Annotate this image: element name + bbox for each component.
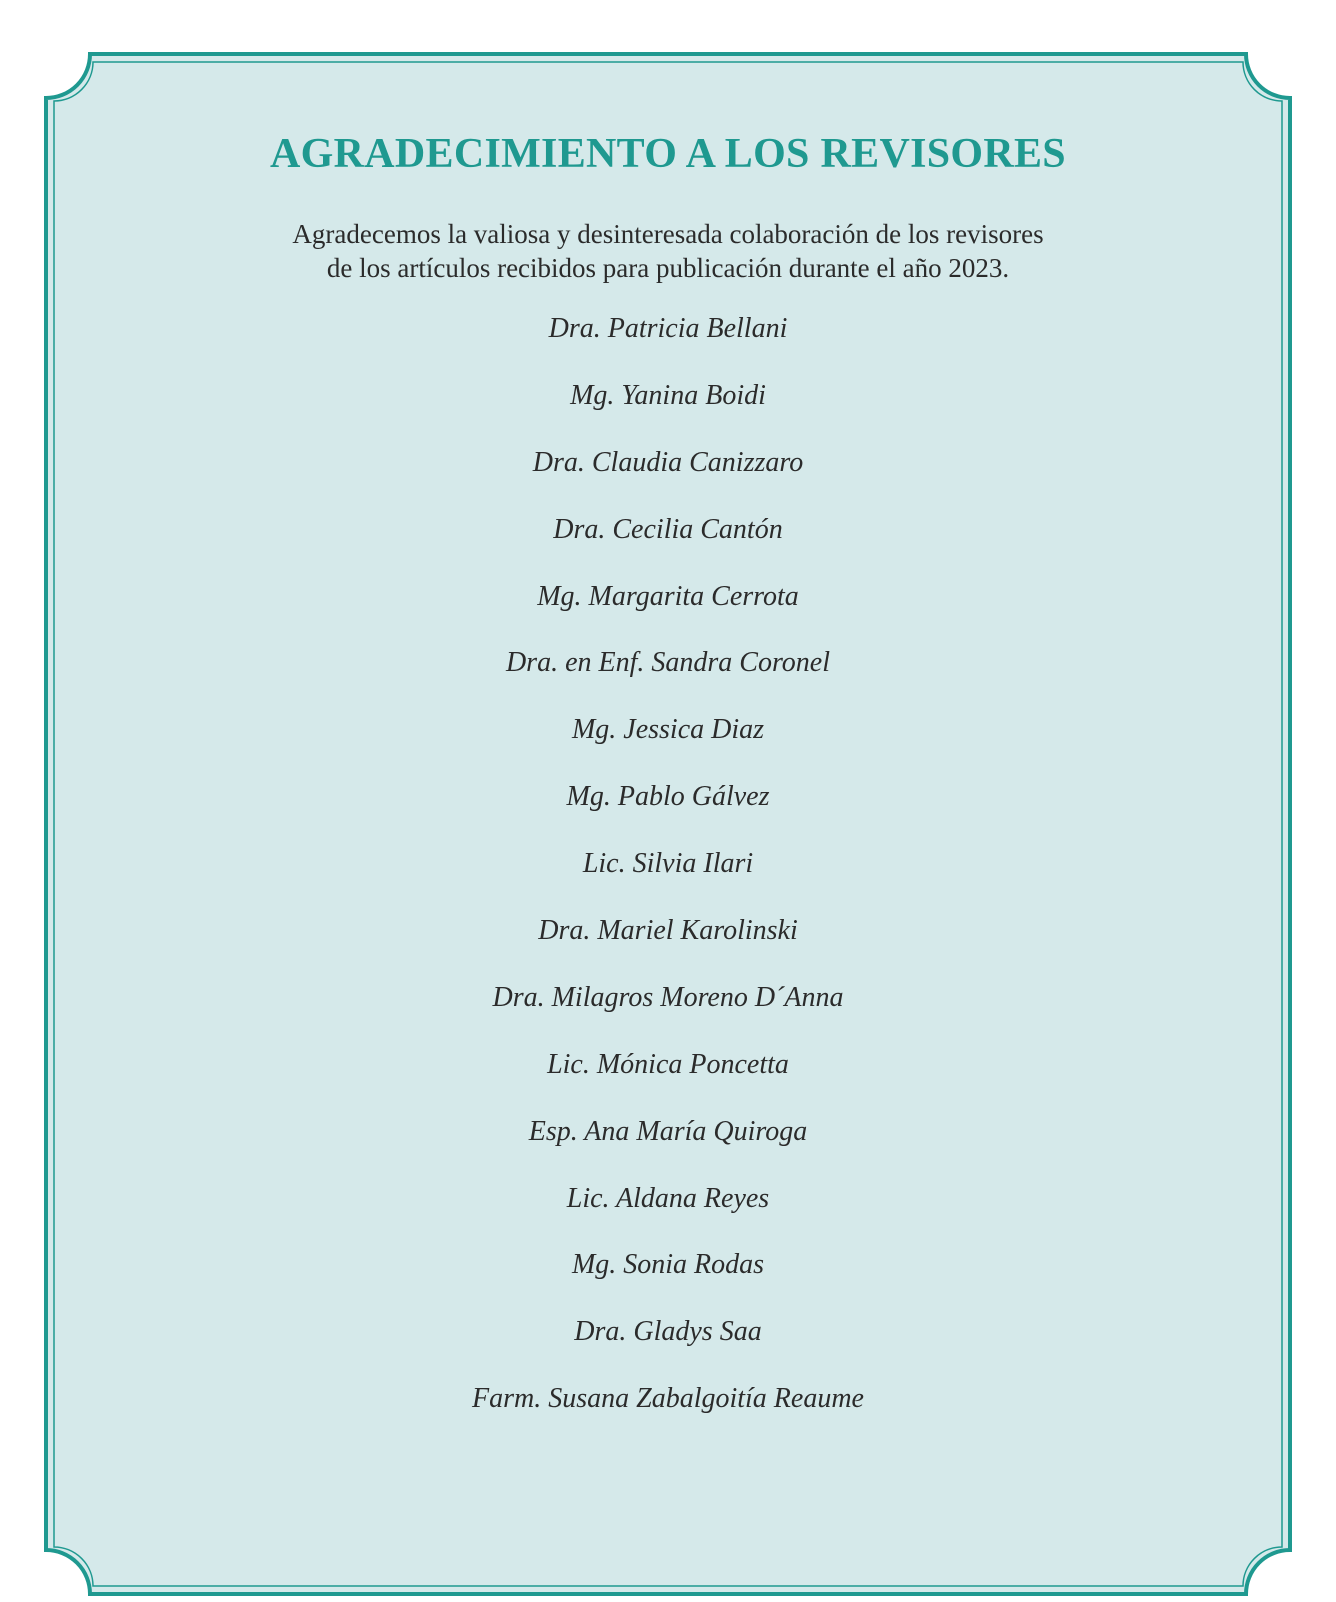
reviewer-name: Dra. Claudia Canizzaro (532, 446, 804, 478)
reviewer-name: Lic. Mónica Poncetta (547, 1048, 789, 1080)
intro-line: de los artículos recibidos para publicación durante el año 2023. (326, 253, 1010, 283)
reviewer-name: Mg. Jessica Diaz (571, 714, 765, 746)
reviewer-name: Farm. Susana Zabalgoitía Reaume (472, 1383, 864, 1415)
reviewer-name: Mg. Pablo Gálvez (566, 781, 770, 813)
intro-line: Agradecemos la valiosa y desinteresada colaboración de los revisores (292, 219, 1044, 249)
reviewer-name: Dra. Cecilia Cantón (553, 513, 783, 545)
reviewer-name: Dra. Milagros Moreno D´Anna (492, 981, 844, 1013)
reviewer-name: Mg. Margarita Cerrota (537, 580, 799, 612)
reviewer-name: Dra. Mariel Karolinski (538, 915, 798, 947)
reviewer-name: Mg. Yanina Boidi (570, 379, 766, 411)
reviewer-name: Lic. Aldana Reyes (566, 1182, 770, 1214)
reviewer-name: Mg. Sonia Rodas (571, 1249, 765, 1281)
reviewer-name: Dra. en Enf. Sandra Coronel (505, 647, 831, 679)
reviewer-name: Dra. Gladys Saa (574, 1316, 762, 1348)
reviewer-name: Lic. Silvia Ilari (582, 848, 754, 880)
page-content (46, 54, 1290, 1594)
page-title: AGRADECIMIENTO A LOS REVISORES (270, 131, 1066, 177)
reviewer-name: Esp. Ana María Quiroga (528, 1115, 808, 1147)
reviewer-name: Dra. Patricia Bellani (548, 313, 788, 344)
intro-paragraph (46, 217, 1290, 285)
reviewer-list (46, 314, 1290, 1451)
